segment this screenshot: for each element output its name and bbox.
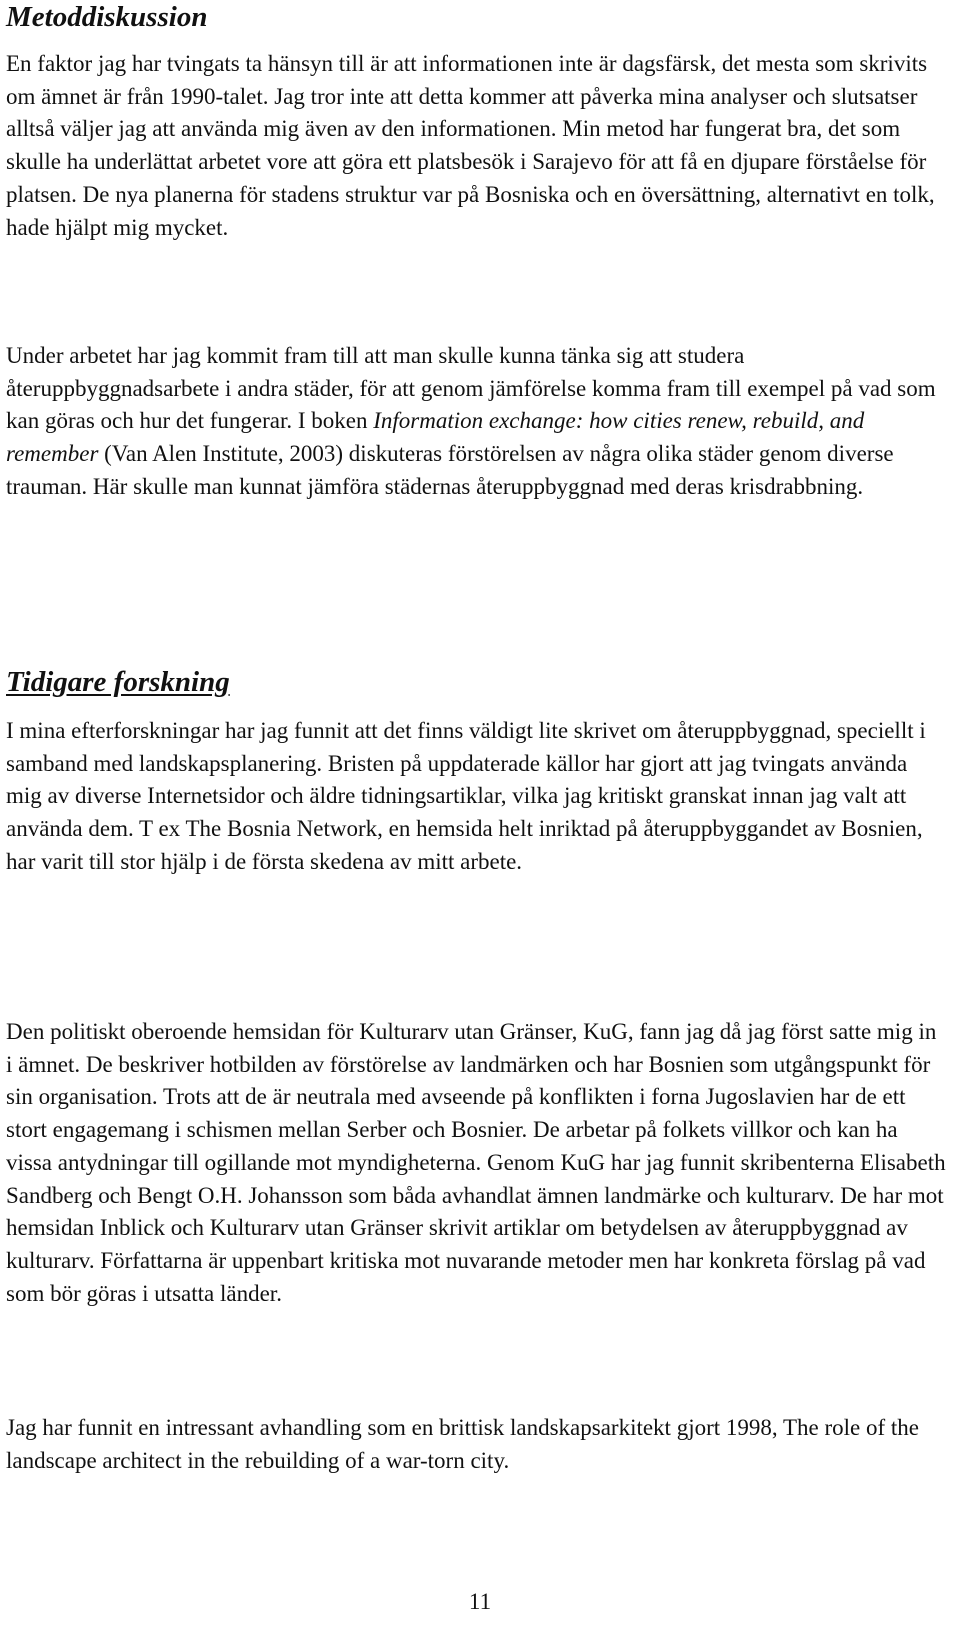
paragraph-research-sources: I mina efterforskningar har jag funnit att det finns väldigt lite skrivet om återuppbyggnad, speciellt i samband med landskapsplanering. Bristen på uppdaterade källor har gjort att jag tvingats använda mig av diverse Internetsidor och äldre tidningsartiklar, vilka jag kritiskt granskat innan jag valt att använda dem. T ex The Bosnia Network, en hemsida helt inriktad på återuppbyggandet av Bosnien, har varit till stor hjälp i de första skedena av mitt arbete.: [6, 718, 926, 874]
paragraph-method-future-study: [6, 340, 946, 504]
paragraph-method-limitations: En faktor jag har tvingats ta hänsyn till är att informationen inte är dagsfärsk, det mesta som skrivits om ämnet är från 1990-talet. Jag tror inte att detta kommer att påverka mina analyser och slutsatser alltså väljer jag att använda mig även av den informationen. Min metod har fungerat bra, det som skulle ha underlättat arbetet vore att göra ett platsbesök i Sarajevo för att få en djupare förståelse för platsen. De nya planerna för stadens struktur var på Bosniska och en översättning, alternativt en tolk, hade hjälpt mig mycket.: [6, 51, 935, 240]
paragraph-research-thesis: Jag har funnit en intressant avhandling som en brittisk landskapsarkitekt gjort 1998, The role of the landscape architect in the rebuilding of a war-torn city.: [6, 1415, 919, 1473]
paragraph-research-kug: Den politiskt oberoende hemsidan för Kulturarv utan Gränser, KuG, fann jag då jag först satte mig in i ämnet. De beskriver hotbilden av förstörelse av landmärken och har Bosnien som utgångspunkt för sin organisation. Trots att de är neutrala med avseende på konflikten i forna Jugoslavien har de ett stort engagemang i schismen mellan Serber och Bosnier. De arbetar på folkets villkor och kan ha vissa antydningar till ogillande mot myndigheterna. Genom KuG har jag funnit skribenterna Elisabeth Sandberg och Bengt O.H. Johansson som båda avhandlat ämnen landmärke och kulturarv. De har mot hemsidan Inblick och Kulturarv utan Gränser skrivit artiklar om betydelsen av återuppbyggnad av kulturarv. Författarna är uppenbart kritiska mot nuvarande metoder men har konkreta förslag på vad som bör göras i utsatta länder.: [6, 1019, 946, 1306]
page-number: 11: [468, 1589, 492, 1614]
paragraph-text-before: Under arbetet har jag kommit fram till att man skulle kunna tänka sig att studera återuppbyggnadsarbete i andra städer, för att genom jämförelse komma fram till exempel på vad som kan göras och hur det fungerar. I boken: [6, 343, 936, 434]
book-title: Information exchange: how cities renew, rebuild, and remember: [6, 408, 865, 467]
section-heading-metoddiskussion: Metoddiskussion: [6, 1, 208, 33]
paragraph-text-after: (Van Alen Institute, 2003) diskuteras förstörelsen av några olika städer genom diverse trauman. Här skulle man kunnat jämföra städernas återuppbyggnad med deras krisdrabbning.: [6, 441, 894, 499]
section-heading-tidigare-forskning: Tidigare forskning: [6, 666, 230, 698]
